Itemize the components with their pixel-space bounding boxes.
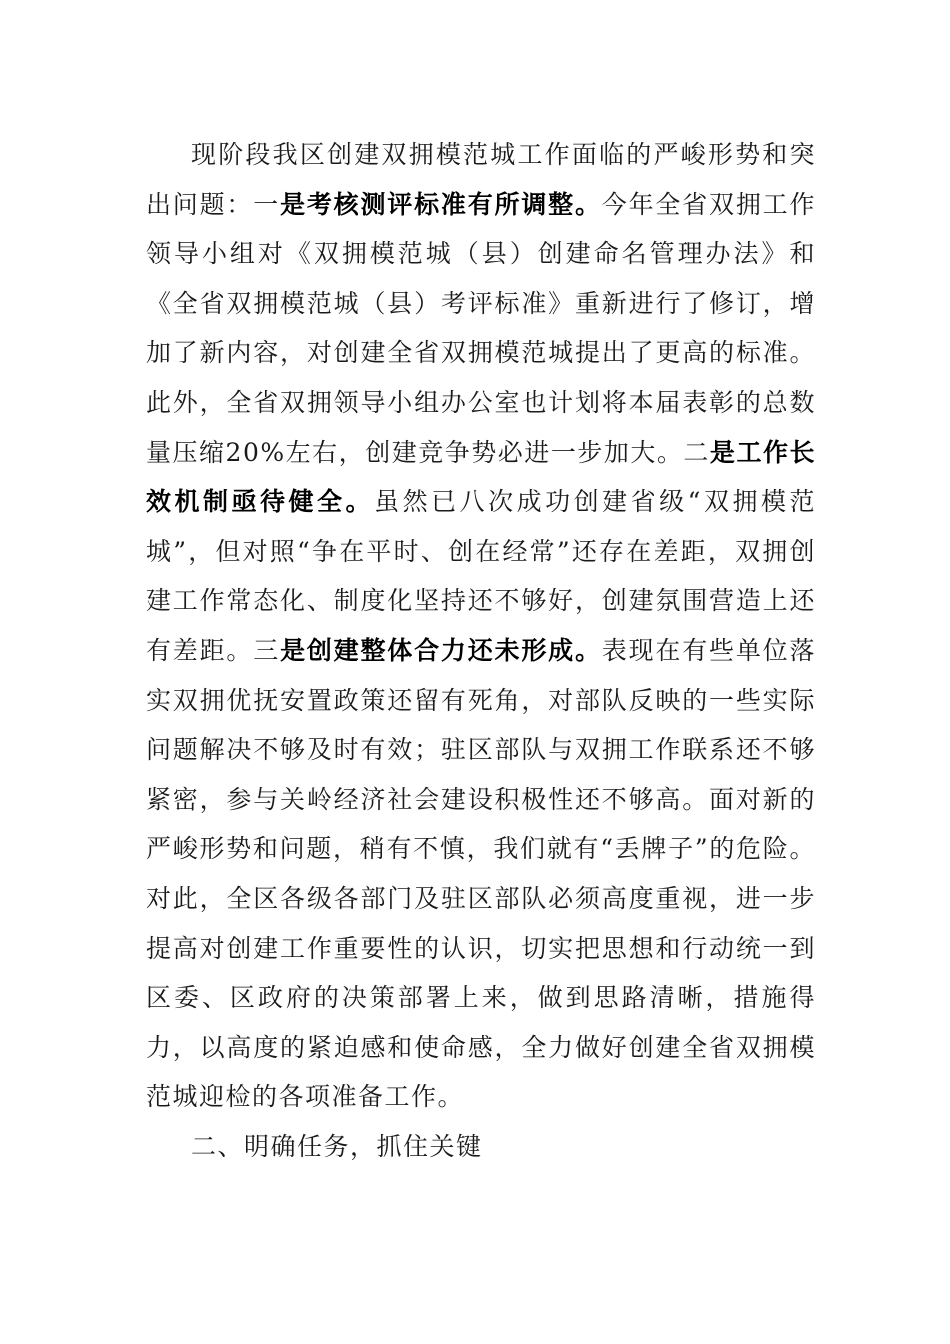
paragraph-intro: 现阶段我区创建双拥模范城工作面临的严峻形势和突出问题：一 [146,140,816,219]
section-heading: 二、明确任务，抓住关键 [191,1131,483,1161]
point1-text: 今年全省双拥工作领导小组对《双拥模范城（县）创建命名管理办法》和《全省双拥模范城（县）考评标准》重新进行了修订，增加了新内容，对创建全省双拥模范城提出了更高的标准。此外，全省双拥领导小组办公室也计划将本届表彰的总数量压缩20%左右，创建竞争势必进一步加大。二 [146,189,816,467]
point2-title: 是工作长效机制亟待健全。 [146,437,816,517]
point2-text: 虽然已八次成功创建省级“双拥模范城”，但对照“争在平时、创在经常”还存在差距，双拥创建工作常态化、制度化坚持还不够好，创建氛围营造上还有差距。三 [146,487,816,665]
point3-title: 是创建整体合力还未形成。 [280,635,602,665]
paragraph-situation [146,130,816,1122]
point3-text: 表现在有些单位落实双拥优抚安置政策还留有死角，对部队反映的一些实际问题解决不够及时有效；驻区部队与双拥工作联系还不够紧密，参与关岭经济社会建设积极性还不够高。面对新的严峻形势和问题，稍有不慎，我们就有“丢牌子”的危险。对此，全区各级各部门及驻区部队必须高度重视，进一步提高对创建工作重要性的认识，切实把思想和行动统一到区委、区政府的决策部署上来，做到思路清晰，措施得力，以高度的紧迫感和使命感，全力做好创建全省双拥模范城迎检的各项准备工作。 [146,635,816,1112]
point1-title: 是考核测评标准有所调整。 [280,189,602,219]
document-body [146,130,816,1171]
